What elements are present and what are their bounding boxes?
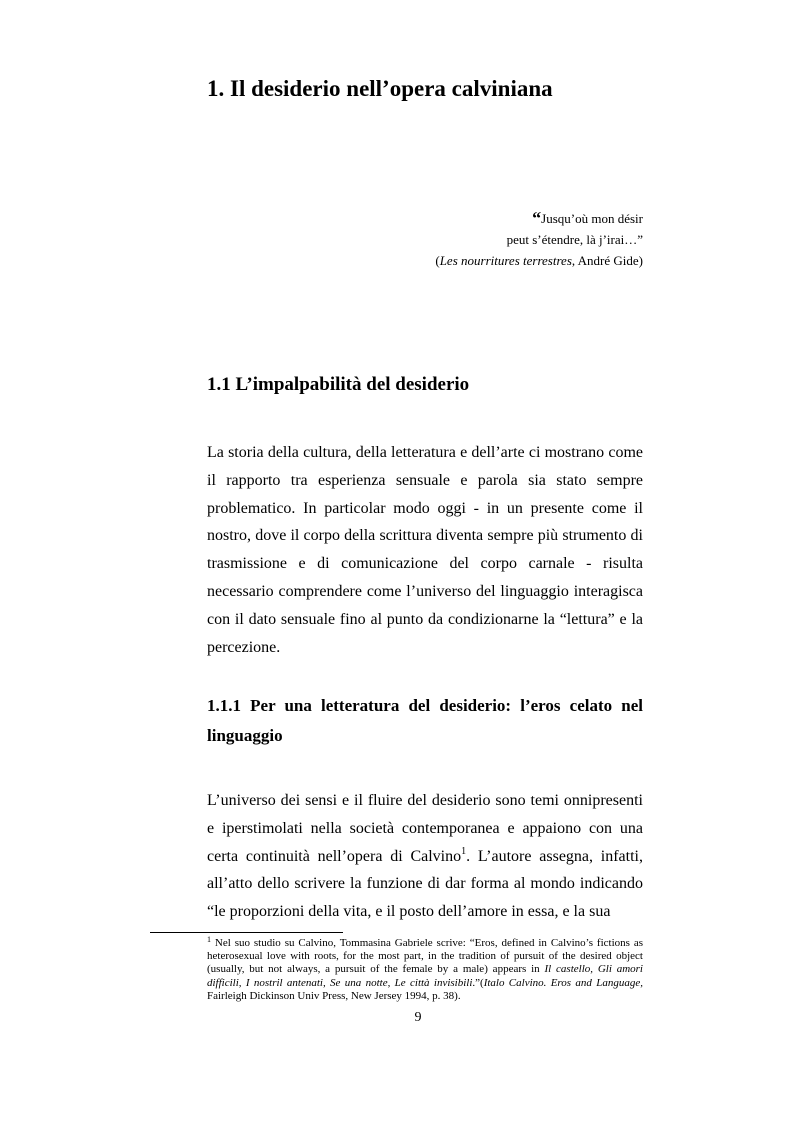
epigraph-source-work: Les nourritures terrestres — [439, 253, 572, 268]
footnote — [207, 937, 643, 1003]
subsection-paragraph-text-1: L’universo dei sensi e il fluire del desiderio sono temi onnipresenti e iperstimolati nella società contemporanea e appaiono con una certa continuità nell’opera di Calvino — [207, 792, 643, 865]
epigraph — [383, 208, 643, 271]
subsection-paragraph-text-2: . L’autore assegna, infatti, all’atto dello scrivere la funzione di dar forma al mondo indicando “le proporzioni della vita, e il posto dell’amore in essa, e la sua — [207, 847, 643, 921]
section-paragraph: La storia della cultura, della letteratura e dell’arte ci mostrano come il rapporto tra esperienza sensuale e parola sia stato sempre problematico. In particolar modo oggi - in un presente come il nostro, dove il corpo della scrittura diventa sempre più strumento di trasmissione e di comunicazione del corpo carnale - risulta necessario comprendere come l’universo del linguaggio interagisca con il dato sensuale fino al punto da condizionarne la “lettura” e la percezione. — [207, 444, 643, 656]
page-number: 9 — [414, 1010, 422, 1025]
epigraph-source — [383, 250, 643, 271]
footnote-works: Il castello, Gli amori difficili, I nostril antenati, Se una notte, Le città invisibili — [207, 963, 643, 989]
footnote-book-title: Italo Calvino. Eros and Language, — [483, 976, 643, 989]
footnote-text-start: Nel suo studio su Calvino, Tommasina Gabriele scrive: “Eros, defined in Calvino’s fictions as heterosexual love with roots, for the most part, in the tradition of pursuit of the desired object (usually, but not always, a pursuit of the female by a male) appears in — [207, 937, 643, 976]
footnote-text-end: Fairleigh Dickinson Univ Press, New Jersey 1994, p. 38). — [207, 989, 461, 1002]
footnote-reference[interactable]: 1 — [461, 845, 467, 857]
subsection-title: 1.1.1 Per una letteratura del desiderio: l’eros celato nel linguaggio — [207, 696, 643, 745]
footnote-separator — [150, 932, 343, 933]
epigraph-source-author: , André Gide) — [571, 253, 643, 268]
footnote-number: 1 — [207, 935, 211, 944]
chapter-title: 1. Il desiderio nell’opera calviniana — [207, 76, 553, 101]
epigraph-line-1-text: Jusqu’où mon désir — [541, 211, 643, 226]
footnote-text-mid: .”( — [472, 976, 484, 989]
section-title: 1.1 L’impalpabilità del desiderio — [207, 374, 470, 395]
subsection-paragraph — [207, 787, 643, 926]
epigraph-line-1 — [383, 208, 643, 229]
epigraph-source-open: ( — [435, 253, 440, 268]
epigraph-open-quote: “ — [532, 208, 542, 228]
epigraph-line-2: peut s’étendre, là j’irai…” — [506, 232, 643, 247]
